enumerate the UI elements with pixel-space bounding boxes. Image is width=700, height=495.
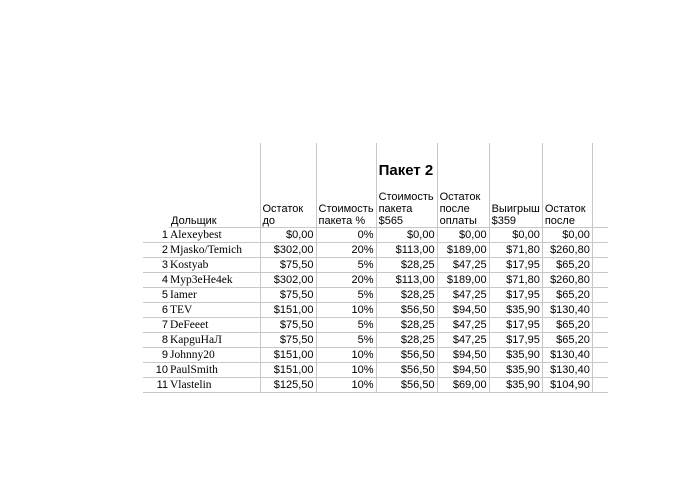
package-title[interactable]: Пакет 2 bbox=[376, 143, 437, 179]
row-name[interactable]: Iamer bbox=[169, 288, 260, 303]
table-row bbox=[143, 348, 608, 363]
row-package-cost-pct[interactable]: 20% bbox=[316, 273, 376, 288]
row-name[interactable]: Alexeybest bbox=[169, 228, 260, 243]
row-name[interactable]: Kostyab bbox=[169, 258, 260, 273]
row-package-cost[interactable]: $113,00 bbox=[376, 273, 437, 288]
row-balance-after-payment[interactable]: $47,25 bbox=[437, 333, 489, 348]
row-name[interactable]: DeFeeet bbox=[169, 318, 260, 333]
row-balance-after-payment[interactable]: $94,50 bbox=[437, 363, 489, 378]
table-row bbox=[143, 303, 608, 318]
row-package-cost-pct[interactable]: 10% bbox=[316, 348, 376, 363]
row-winnings[interactable]: $17,95 bbox=[489, 258, 542, 273]
row-balance-before[interactable]: $151,00 bbox=[260, 303, 316, 318]
table-row bbox=[143, 243, 608, 258]
header-package-cost-pct[interactable]: Стоимость пакета % bbox=[316, 179, 376, 228]
row-balance-before[interactable]: $0,00 bbox=[260, 228, 316, 243]
row-balance-after[interactable]: $65,20 bbox=[542, 258, 592, 273]
row-balance-after-payment[interactable]: $69,00 bbox=[437, 378, 489, 393]
row-balance-after[interactable]: $130,40 bbox=[542, 348, 592, 363]
row-package-cost-pct[interactable]: 10% bbox=[316, 303, 376, 318]
row-extra-cell[interactable] bbox=[592, 318, 608, 333]
row-balance-before[interactable]: $75,50 bbox=[260, 318, 316, 333]
row-name[interactable]: KapguHaЛ bbox=[169, 333, 260, 348]
row-balance-after-payment[interactable]: $189,00 bbox=[437, 243, 489, 258]
row-winnings[interactable]: $17,95 bbox=[489, 288, 542, 303]
header-winnings[interactable]: Выигрыш $359 bbox=[489, 179, 542, 228]
title-row-after-pay-cell[interactable] bbox=[437, 143, 489, 179]
row-balance-after-payment[interactable]: $189,00 bbox=[437, 273, 489, 288]
title-row-index-cell[interactable] bbox=[143, 143, 169, 179]
row-package-cost[interactable]: $56,50 bbox=[376, 303, 437, 318]
header-package-cost[interactable]: Стоимость пакета $565 bbox=[376, 179, 437, 228]
row-extra-cell[interactable] bbox=[592, 258, 608, 273]
row-winnings[interactable]: $35,90 bbox=[489, 303, 542, 318]
row-package-cost[interactable]: $28,25 bbox=[376, 333, 437, 348]
row-winnings[interactable]: $17,95 bbox=[489, 318, 542, 333]
row-balance-after-payment[interactable]: $0,00 bbox=[437, 228, 489, 243]
table-row bbox=[143, 363, 608, 378]
header-name[interactable]: Дольщик bbox=[169, 179, 260, 228]
row-package-cost-pct[interactable]: 10% bbox=[316, 363, 376, 378]
row-winnings[interactable]: $17,95 bbox=[489, 333, 542, 348]
row-name[interactable]: PaulSmith bbox=[169, 363, 260, 378]
row-winnings[interactable]: $35,90 bbox=[489, 363, 542, 378]
row-name[interactable]: Johnny20 bbox=[169, 348, 260, 363]
table-row bbox=[143, 288, 608, 303]
row-package-cost[interactable]: $0,00 bbox=[376, 228, 437, 243]
row-index[interactable]: 2 bbox=[143, 243, 169, 258]
row-balance-after[interactable]: $260,80 bbox=[542, 273, 592, 288]
row-package-cost[interactable]: $56,50 bbox=[376, 348, 437, 363]
row-balance-after[interactable]: $65,20 bbox=[542, 318, 592, 333]
row-index[interactable]: 8 bbox=[143, 333, 169, 348]
header-balance-after-payment[interactable]: Остаток после оплаты bbox=[437, 179, 489, 228]
row-balance-after-payment[interactable]: $94,50 bbox=[437, 303, 489, 318]
table-row bbox=[143, 258, 608, 273]
header-extra-cell[interactable] bbox=[592, 179, 608, 228]
table-row bbox=[143, 273, 608, 288]
header-index-cell[interactable] bbox=[143, 179, 169, 228]
row-extra-cell[interactable] bbox=[592, 333, 608, 348]
row-balance-after[interactable]: $130,40 bbox=[542, 363, 592, 378]
row-package-cost-pct[interactable]: 5% bbox=[316, 333, 376, 348]
row-extra-cell[interactable] bbox=[592, 228, 608, 243]
row-balance-before[interactable]: $302,00 bbox=[260, 273, 316, 288]
row-name[interactable]: TEV bbox=[169, 303, 260, 318]
row-extra-cell[interactable] bbox=[592, 243, 608, 258]
row-extra-cell[interactable] bbox=[592, 273, 608, 288]
row-balance-after-payment[interactable]: $47,25 bbox=[437, 318, 489, 333]
row-index[interactable]: 7 bbox=[143, 318, 169, 333]
row-balance-before[interactable]: $125,50 bbox=[260, 378, 316, 393]
row-extra-cell[interactable] bbox=[592, 303, 608, 318]
row-package-cost[interactable]: $28,25 bbox=[376, 288, 437, 303]
title-row-extra-cell[interactable] bbox=[592, 143, 608, 179]
row-extra-cell[interactable] bbox=[592, 348, 608, 363]
title-row-after-cell[interactable] bbox=[542, 143, 592, 179]
row-package-cost[interactable]: $113,00 bbox=[376, 243, 437, 258]
row-index[interactable]: 10 bbox=[143, 363, 169, 378]
title-row-win-cell[interactable] bbox=[489, 143, 542, 179]
spreadsheet-body bbox=[143, 143, 608, 393]
row-index[interactable]: 1 bbox=[143, 228, 169, 243]
row-package-cost-pct[interactable]: 5% bbox=[316, 288, 376, 303]
title-row-name-cell[interactable] bbox=[169, 143, 260, 179]
row-index[interactable]: 4 bbox=[143, 273, 169, 288]
row-winnings[interactable]: $35,90 bbox=[489, 378, 542, 393]
row-balance-after[interactable]: $260,80 bbox=[542, 243, 592, 258]
row-name[interactable]: Myp3eHe4ek bbox=[169, 273, 260, 288]
row-balance-after[interactable]: $0,00 bbox=[542, 228, 592, 243]
header-row bbox=[143, 179, 608, 228]
row-package-cost[interactable]: $56,50 bbox=[376, 363, 437, 378]
row-winnings[interactable]: $0,00 bbox=[489, 228, 542, 243]
table-row bbox=[143, 333, 608, 348]
row-balance-after[interactable]: $65,20 bbox=[542, 288, 592, 303]
row-balance-after-payment[interactable]: $47,25 bbox=[437, 258, 489, 273]
row-winnings[interactable]: $71,80 bbox=[489, 273, 542, 288]
row-balance-before[interactable]: $302,00 bbox=[260, 243, 316, 258]
row-balance-after[interactable]: $65,20 bbox=[542, 333, 592, 348]
row-name[interactable]: Vlastelin bbox=[169, 378, 260, 393]
title-row-pct-cell[interactable] bbox=[316, 143, 376, 179]
row-package-cost-pct[interactable]: 5% bbox=[316, 258, 376, 273]
row-extra-cell[interactable] bbox=[592, 288, 608, 303]
row-index[interactable]: 11 bbox=[143, 378, 169, 393]
row-balance-before[interactable]: $75,50 bbox=[260, 288, 316, 303]
row-balance-before[interactable]: $151,00 bbox=[260, 348, 316, 363]
row-package-cost[interactable]: $28,25 bbox=[376, 258, 437, 273]
spreadsheet-table bbox=[143, 143, 608, 393]
row-extra-cell[interactable] bbox=[592, 378, 608, 393]
row-index[interactable]: 5 bbox=[143, 288, 169, 303]
row-package-cost[interactable]: $56,50 bbox=[376, 378, 437, 393]
table-row bbox=[143, 378, 608, 393]
table-row bbox=[143, 318, 608, 333]
row-balance-before[interactable]: $151,00 bbox=[260, 363, 316, 378]
row-balance-after-payment[interactable]: $94,50 bbox=[437, 348, 489, 363]
row-winnings[interactable]: $35,90 bbox=[489, 348, 542, 363]
row-package-cost-pct[interactable]: 5% bbox=[316, 318, 376, 333]
row-balance-after[interactable]: $130,40 bbox=[542, 303, 592, 318]
title-row-before-cell[interactable] bbox=[260, 143, 316, 179]
row-package-cost-pct[interactable]: 20% bbox=[316, 243, 376, 258]
row-balance-before[interactable]: $75,50 bbox=[260, 258, 316, 273]
row-index[interactable]: 3 bbox=[143, 258, 169, 273]
header-balance-before[interactable]: Остаток до bbox=[260, 179, 316, 228]
row-balance-after-payment[interactable]: $47,25 bbox=[437, 288, 489, 303]
row-package-cost[interactable]: $28,25 bbox=[376, 318, 437, 333]
row-name[interactable]: Mjasko/Temich bbox=[169, 243, 260, 258]
row-extra-cell[interactable] bbox=[592, 363, 608, 378]
row-package-cost-pct[interactable]: 10% bbox=[316, 378, 376, 393]
row-balance-after[interactable]: $104,90 bbox=[542, 378, 592, 393]
title-row bbox=[143, 143, 608, 179]
row-index[interactable]: 9 bbox=[143, 348, 169, 363]
row-winnings[interactable]: $71,80 bbox=[489, 243, 542, 258]
table-row bbox=[143, 228, 608, 243]
row-index[interactable]: 6 bbox=[143, 303, 169, 318]
header-balance-after[interactable]: Остаток после bbox=[542, 179, 592, 228]
row-balance-before[interactable]: $75,50 bbox=[260, 333, 316, 348]
row-package-cost-pct[interactable]: 0% bbox=[316, 228, 376, 243]
